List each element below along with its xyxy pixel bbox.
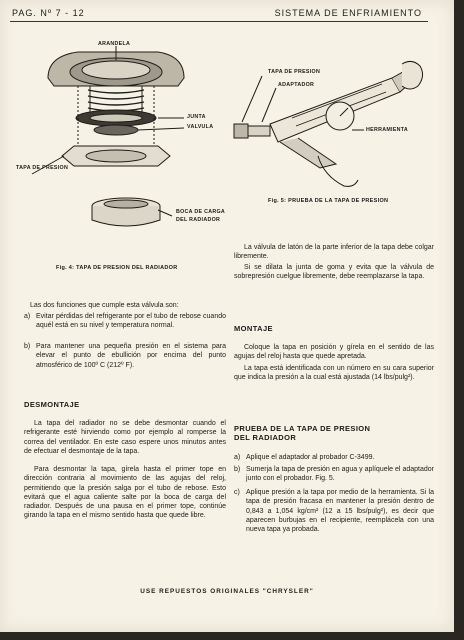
test-step-marker-b: b) — [234, 466, 241, 473]
prueba-heading-line-2: DEL RADIADOR — [234, 433, 297, 442]
scan-edge-right — [454, 0, 464, 640]
function-item-b — [24, 342, 226, 370]
montaje-paragraph-1: Coloque la tapa en posición y gírela en el sentido de las agujas del reloj hasta que quede apretada. — [234, 344, 434, 361]
section-title: SISTEMA DE ENFRIAMIENTO — [274, 8, 422, 18]
test-step-text-b: Sumerja la tapa de presión en agua y aplíquele el adaptador junto con el probador. Fig. 5. — [246, 466, 434, 483]
prueba-heading-line-1: PRUEBA DE LA TAPA DE PRESION — [234, 424, 371, 433]
montaje-paragraph-2: La tapa está identificada con un número en su cara superior que indica la presión a la cual está ajustada (14 lbs/pulg²). — [234, 365, 434, 382]
function-marker-a: a) — [24, 313, 31, 320]
desmontaje-paragraph-2: Para desmontar la tapa, gírela hasta el primer tope en dirección contraria al movimiento de las agujas del reloj, permitiendo que la presión salga por el tubo de rebose. Esto evitará que el agua caliente salte por la boca de carga del radiador. Después de una pausa en el primer tope, continúe girando la tapa en el mismo sentido hasta que quede libre. — [24, 466, 226, 520]
label-fig5-tool: HERRAMIENTA — [366, 127, 409, 133]
function-text-b: Para mantener una pequeña presión en el sistema para elevar el punto de ebullición por encima del punto atmosférico de 100º C (212º F). — [36, 343, 226, 369]
function-item-a — [24, 312, 226, 331]
figure-5-caption: Fig. 5: PRUEBA DE LA TAPA DE PRESION — [268, 198, 389, 204]
label-fig5-adapter: ADAPTADOR — [278, 82, 315, 88]
page-number: PAG. Nº 7 - 12 — [12, 8, 85, 18]
functions-intro: Las dos funciones que cumple esta válvula son: — [30, 302, 179, 309]
gasket-paragraph: Si se dilata la junta de goma y evita que la válvula de sobrepresión cuelgue libremente, debe reemplazarse la tapa. — [234, 264, 434, 281]
header-rule — [10, 21, 428, 22]
test-step-a — [234, 453, 434, 462]
label-valve: VALVULA — [187, 124, 214, 130]
test-step-text-a: Aplique el adaptador al probador C-3499. — [246, 454, 375, 461]
function-marker-b: b) — [24, 343, 31, 350]
montaje-heading: MONTAJE — [234, 324, 273, 333]
test-step-marker-a: a) — [234, 454, 241, 461]
desmontaje-heading: DESMONTAJE — [24, 400, 80, 409]
desmontaje-paragraph-1: La tapa del radiador no se debe desmontar cuando el refrigerante esté hirviendo como por ejemplo al romperse la correa del ventilador. En este caso espere unos minutos antes de efectuar el desmontaje de la tapa. — [24, 420, 226, 455]
figure-4-radiator-cap-illustration — [8, 34, 238, 234]
valve-paragraph: La válvula de latón de la parte inferior de la tapa debe colgar libremente. — [234, 244, 434, 261]
label-fig5-pressure-cap: TAPA DE PRESION — [268, 69, 321, 75]
test-step-marker-c: c) — [234, 489, 240, 496]
label-filler-neck-1: BOCA DE CARGA — [176, 209, 226, 215]
label-washer: ARANDELA — [98, 41, 131, 47]
test-step-c — [234, 488, 434, 534]
test-step-text-c: Aplique presión a la tapa por medio de la herramienta. Si la tapa de presión fracasa en mantener la presión dentro de 0,843 a 1,054 kg/cm² (12 a 15 lbs/pulg²), es decir que aparecen burbujas en el recipiente, reemplácela con una nueva tapa ya probada. — [246, 489, 434, 534]
label-gasket: JUNTA — [187, 114, 206, 120]
label-filler-neck-2: DEL RADIADOR — [176, 217, 221, 223]
test-step-b — [234, 465, 434, 484]
label-pressure-cap: TAPA DE PRESION — [16, 165, 69, 171]
scan-edge-bottom — [0, 632, 464, 640]
footer-notice: USE REPUESTOS ORIGINALES "CHRYSLER" — [140, 588, 314, 595]
figure-4-caption: Fig. 4: TAPA DE PRESION DEL RADIADOR — [56, 265, 178, 271]
function-text-a: Evitar pérdidas del refrigerante por el tubo de rebose cuando aquél está en su nivel y temperatura normal. — [36, 313, 226, 330]
